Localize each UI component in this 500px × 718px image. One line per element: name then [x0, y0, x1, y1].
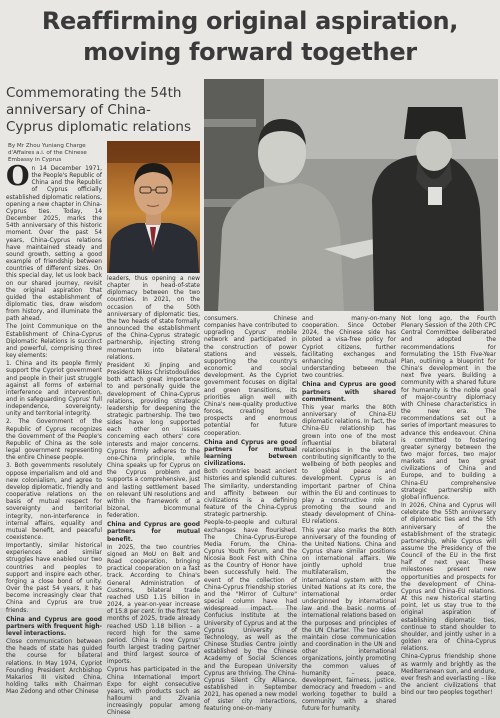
- section-subheading: China and Cyprus are good partners for mutual learning between civilizations.: [204, 439, 297, 468]
- col5-paragraph: Not long ago, the Fourth Plenary Session of the 20th CPC Central Committee deliberated and adopted the recommendations for formulating the 15th Five-Year Plan, outlining a blueprint for China's development in the next five years. Building a community with a shared future for humanity is the noble goal of major-country diplomacy with Chinese characteristics in the new era. The recommendations set out a series of important measures to advance this endeavour. China is committed to fostering greater synergy between the two major forces, two major markets and two great civilizations of China and Europe, and to building a China-EU comprehensive strategic partnership with global influence.: [401, 316, 496, 501]
- historic-photo-image: [204, 79, 498, 311]
- col2-paragraph: leaders, thus opening a new chapter in head-of-state diplomacy between the two countries. In 2021, on the occasion of the 50th anniversary of diplomatic ties, the two heads of state formally announced the establishment of the China-Cyprus strategic partnership, injecting strong momentum into bilateral relations.: [107, 276, 200, 361]
- drop-cap: O: [6, 161, 30, 192]
- col1-paragraph: 2. The Government of the Republic of Cyprus recognizes the Government of the People's Republic of China as the sole legal government representing the entire Chinese people.: [6, 419, 102, 462]
- col5-paragraph: China-Cyprus friendship shone as warmly and brightly as the Mediterranean sun, and endure, ever fresh and everlasting – like the ancient civilizations that bind our two peoples together!: [401, 654, 496, 697]
- portrait-image: [107, 141, 200, 273]
- col1-intro: n 14 December 1971, the People's Republic of China and the Republic of Cyprus officially established diplomatic relations, opening a new chapter in China-Cyprus ties. Today, 14 December 2025, marks the 54th anniversary of this historic moment. Over the past 54 years, China-Cyprus relations have maintained steady and sound growth, setting a good example of friendship between countries of different sizes. On this special day, let us look back on our shared journey, revisit the original aspiration that guided the establishment of diplomatic ties, draw wisdom from history, and illuminate the path ahead.: [6, 166, 102, 323]
- section-subheading: China and Cyprus are good partners for mutual benefit.: [107, 522, 200, 543]
- article-column-1: [6, 161, 102, 696]
- col4-paragraph: and many-on-many cooperation. Since October 2024, the Chinese side has piloted a visa-free policy for Cypriot citizens, further facilitating exchanges and enhancing mutual understanding between the two countries.: [302, 316, 396, 380]
- byline-line-3: Embassy in Cyprus: [8, 157, 62, 163]
- col1-paragraph: Importantly, similar historical experiences and similar struggles have enabled our two countries and peoples to support and inspire each other, forging a close bond of unity. Over the past 54 years, it has become increasingly clear that China and Cyprus are true friends.: [6, 543, 102, 614]
- col1-paragraph: The Joint Communique on the Establishment of China-Cyprus Diplomatic Relations is succinct and powerful, comprising three key elements:: [6, 324, 102, 360]
- col1-paragraph: 3. Both governments resolutely oppose imperialism and old and new colonialism, and agree to develop diplomatic, friendly and cooperative relations on the basis of mutual respect for sovereignty and territorial integrity, non-interference in internal affairs, equality and mutual benefit, and peaceful coexistence.: [6, 463, 102, 541]
- col4-paragraph: This year also marks the 80th anniversary of the founding of the United Nations. China and Cyprus share similar positions on international affairs. We jointly uphold true multilateralism, the international system with the United Nations at its core, the international order underpinned by international law and the basic norms of international relations based on the purposes and principles of the UN Charter. The two sides maintain close communication and coordination in the UN and other international organizations, jointly promoting the common values of humanity – peace, development, fairness, justice, democracy and freedom – and working together to build a community with a shared future for humanity.: [302, 527, 396, 713]
- section-subheading: China and Cyprus are good partners with shared commitment.: [302, 382, 396, 403]
- article-column-4: [302, 316, 397, 713]
- subheadline: Commemorating the 54th anniversary of China-Cyprus diplomatic relations: [6, 85, 191, 135]
- article-column-3: [204, 316, 297, 713]
- col2-paragraph: In 2025, the two countries signed an MoU on Belt and Road cooperation, bringing practical cooperation on a fast track. According to China's General Administration of Customs, bilateral trade reached USD 1.15 billion in 2024, a year-on-year increase of 15.8 per cent. In the first ten months of 2025, trade already reached USD 1.18 billion – a record high for the same period. China is now Cyprus' fourth largest trading partner and third largest source of imports.: [107, 544, 200, 666]
- col3-paragraph: People-to-people and cultural exchanges have flourished. The China-Cyprus-Europe Media Forum, the China-Cyprus Youth Forum, and the Nicosia Book Fest with China as the Country of Honor have been successfully held. The event of the collection of China-Cyprus friendship stories and the "Mirror of Culture" special column have had widespread impact. The Confucius Institute at the University of Cyprus and at the Cyprus University of Technology, as well as the Chinese Studies Centre jointly established by the Chinese Academy of Social Sciences and the European University Cyprus are thriving. The China-Cyprus Silent City Alliance, established in September 2021, has opened a new model of sister city interactions, featuring one-on-many: [204, 520, 297, 713]
- col2-paragraph: President Xi Jinping and President Nikos Christodoulides both attach great importance to and personally guide the development of China-Cyprus relations, providing strategic leadership for deepening the strategic partnership. The two sides have long supported each other on issues concerning each others' core interests and major concerns. Cyprus firmly adheres to the one-China principle, while China speaks up for Cyprus on the Cyprus problem and supports a comprehensive, just and lasting settlement based on relevant UN resolutions and within the framework of a bizonal, bicommunal federation.: [107, 362, 200, 520]
- col1-paragraph: Close communication between the heads of state has guided the course for bilateral relations. In May 1974, Cypriot Founding President Archbishop Makarios III visited China, holding talks with Chairman Mao Zedong and other Chinese: [6, 639, 102, 696]
- col3-paragraph: consumers. Chinese companies have contributed to upgrading Cyprus' mobile network and participated in the construction of power stations and vessels, supporting the country's economic and social development. As the Cypriot government focuses on digital and green transitions, its priorities align well with China's new-quality productive forces, creating broad prospects and enormous potential for future cooperation.: [204, 316, 297, 437]
- col3-paragraph: Both countries boast ancient histories and splendid cultures. The similarity, understanding and affinity between our civilizations is a defining feature of the China-Cyprus strategic partnership.: [204, 469, 297, 519]
- headline-line-2: moving forward together: [83, 38, 417, 66]
- col4-paragraph: This year marks the 80th anniversary of China-EU diplomatic relations. In fact, the China-EU relationship has grown into one of the most influential bilateral relationships in the world, contributing significantly to the wellbeing of both peoples and to global peace and development. Cyprus is an important partner of China within the EU and continues to play a constructive role in promoting the sound and steady development of China-EU relations.: [302, 404, 397, 526]
- col5-paragraph: In 2026, China and Cyprus will celebrate the 55th anniversary of diplomatic ties and the 5th anniversary of the establishment of the strategic partnership, while Cyprus will assume the Presidency of the Council of the EU in the first half of next year. These milestones present new opportunities and prospects for the development of China-Cyprus and China-EU relations. At this new historical starting point, let us stay true to the original aspiration of establishing diplomatic ties, continue to stand shoulder to shoulder, and jointly usher in a golden era of China-Cyprus relations.: [401, 503, 496, 653]
- portrait-photo: [107, 141, 200, 273]
- headline: [4, 6, 496, 68]
- col2-paragraph: Cyprus has participated in the China International Import Expo for eight consecutive years, with products such as halloumi and Zivania increasingly popular among Chinese: [107, 667, 200, 717]
- col1-paragraph: 1. China and its people firmly support the Cypriot government and people in their just struggle against all forms of external interference and intervention, and in safeguarding Cyprus' full independence, sovereignty, unity and territorial integrity.: [6, 361, 102, 418]
- byline-line-2: d'Affaires a.i. of the Chinese: [8, 150, 87, 156]
- historic-photo: [204, 79, 498, 311]
- section-subheading: China and Cyprus are good partners with frequent high-level interactions.: [6, 616, 102, 637]
- headline-line-1: Reaffirming original aspiration,: [41, 7, 459, 35]
- byline-line-1: By Mr Zhou Yuniang Charge: [8, 143, 86, 149]
- article-column-5: [401, 316, 496, 697]
- article-column-2: [107, 276, 200, 717]
